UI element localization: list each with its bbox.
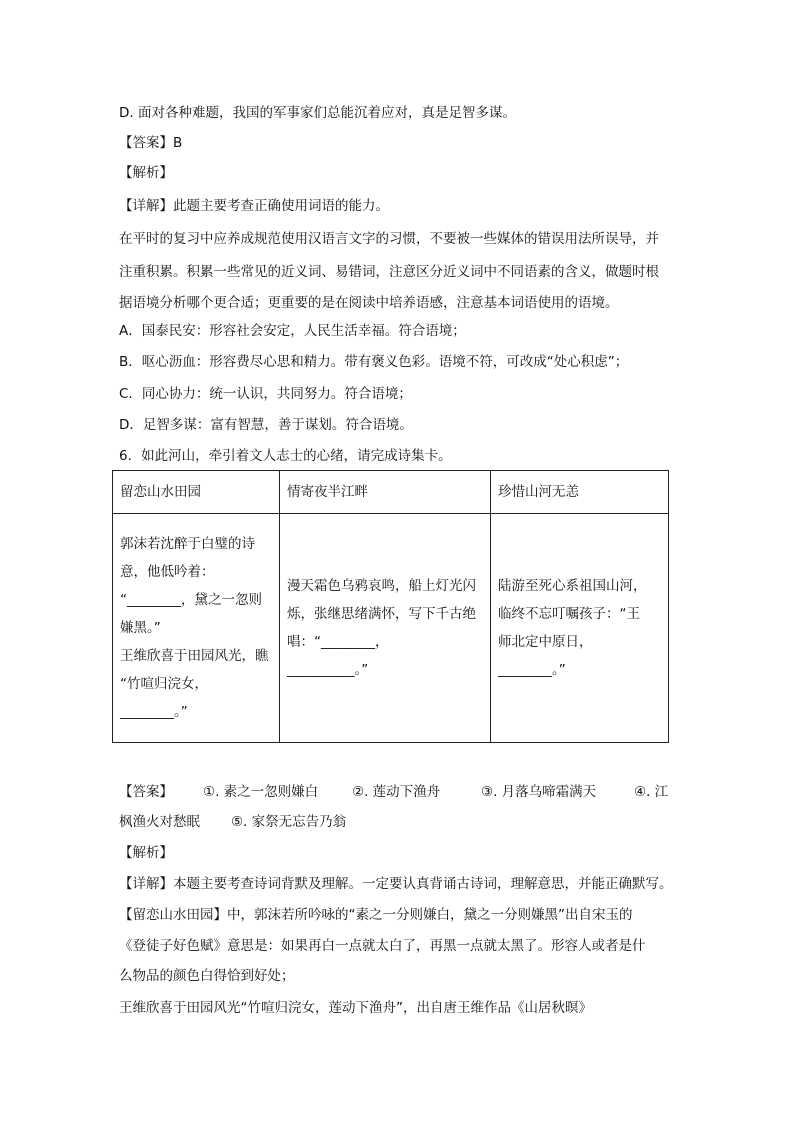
- option-d-line: D．足智多谋：富有智慧，善于谋划。符合语境。: [119, 417, 413, 433]
- cell-line: 临终不忘叮嘱孩子：“王: [498, 606, 640, 622]
- question-6-line: 6．如此河山，牵引着文人志士的心绪，请完成诗集卡。: [119, 448, 452, 464]
- analysis-heading: 【解析】: [119, 845, 173, 861]
- poetry-card-table: [112, 470, 669, 743]
- cell-line: 郭沫若沈醉于白璧的诗: [120, 536, 255, 552]
- paragraph-line: 注重积累。积累一些常见的近义词、易错词，注意区分近义词中不同语素的含义，做题时根: [119, 264, 659, 280]
- answer-line: 【答案】B: [119, 135, 183, 151]
- cell-line: 陆游至死心系祖国山河，: [498, 578, 647, 594]
- option-c-line: C．同心协力：统一认识，共同努力。符合语境；: [119, 386, 412, 402]
- cell-line: __________。”: [287, 662, 369, 678]
- cell-line: “________，黛之一忽则: [120, 592, 262, 608]
- paragraph-line: 《登徒子好色赋》意思是：如果再白一点就太白了，再黑一点就太黑了。形容人或者是什: [119, 938, 646, 954]
- paragraph-line: 【留恋山水田园】中，郭沫若所吟咏的“素之一分则嫌白，黛之一分则嫌黑”出自宋玉的: [119, 907, 633, 923]
- table-header-cell: 珍惜山河无恙: [491, 471, 669, 514]
- cell-line: ________。”: [120, 704, 188, 720]
- answer-label: 【答案】: [119, 784, 173, 800]
- answer-item-1: ①. 素之一忽则嫌白: [203, 784, 319, 800]
- answer-item-3: ③. 月落乌啼霜满天: [481, 784, 597, 800]
- answer-item-5: ⑤. 家祭无忘告乃翁: [231, 814, 347, 830]
- cell-line: 漫天霜色乌鸦哀鸣，船上灯光闪: [287, 578, 476, 594]
- explanation-line: 【详解】本题主要考查诗词背默及理解。一定要认真背诵古诗词，理解意思，并能正确默写。: [119, 876, 673, 892]
- table-header-row: [113, 471, 669, 514]
- table-cell-riverside: [280, 514, 491, 743]
- cell-line: “竹喧归浣女，: [120, 676, 208, 692]
- cell-line: 意，他低吟着：: [120, 564, 215, 580]
- analysis-heading: 【解析】: [119, 165, 173, 181]
- paragraph-line: 么物品的颜色白得恰到好处；: [119, 968, 295, 984]
- cell-line: 唱：“________，: [287, 634, 389, 650]
- table-cell-mountains-rivers: [491, 514, 669, 743]
- cell-line: 王维欣喜于田园风光，瞧: [120, 648, 269, 664]
- option-b-line: B．呕心沥血：形容费尽心思和精力。带有褒义色彩。语境不符，可改成“处心积虑”；: [119, 354, 629, 370]
- answer-item-2: ②. 莲动下渔舟: [352, 784, 441, 800]
- table-header-cell: 情寄夜半江畔: [280, 471, 491, 514]
- cell-line: 师北定中原日，: [498, 634, 593, 650]
- explanation-line: 【详解】此题主要考查正确使用词语的能力。: [119, 198, 389, 214]
- paragraph-line: 据语境分析哪个更合适；更重要的是在阅读中培养语感，注意基本词语使用的语境。: [119, 295, 619, 311]
- option-d-question: D. 面对各种难题，我国的军事家们总能沉着应对，真是足智多谋。: [119, 105, 516, 121]
- answer-item-4: ④. 江: [634, 784, 669, 800]
- answer-item-4-continued: 枫渔火对愁眠: [119, 814, 200, 830]
- cell-line: ________。”: [498, 662, 566, 678]
- cell-line: 烁，张继思绪满怀，写下千古绝: [287, 606, 476, 622]
- paragraph-line: 王维欣喜于田园风光“竹喧归浣女，莲动下渔舟”，出自唐王维作品《山居秋暝》: [119, 1000, 592, 1016]
- table-header-cell: 留恋山水田园: [113, 471, 280, 514]
- table-cell-landscape: [113, 514, 280, 743]
- option-a-line: A．国泰民安：形容社会安定，人民生活幸福。符合语境；: [119, 323, 466, 339]
- table-row: [113, 514, 669, 743]
- cell-line: 嫌黑。”: [120, 620, 161, 636]
- paragraph-line: 在平时的复习中应养成规范使用汉语言文字的习惯，不要被一些媒体的错误用法所误导，并: [119, 231, 659, 247]
